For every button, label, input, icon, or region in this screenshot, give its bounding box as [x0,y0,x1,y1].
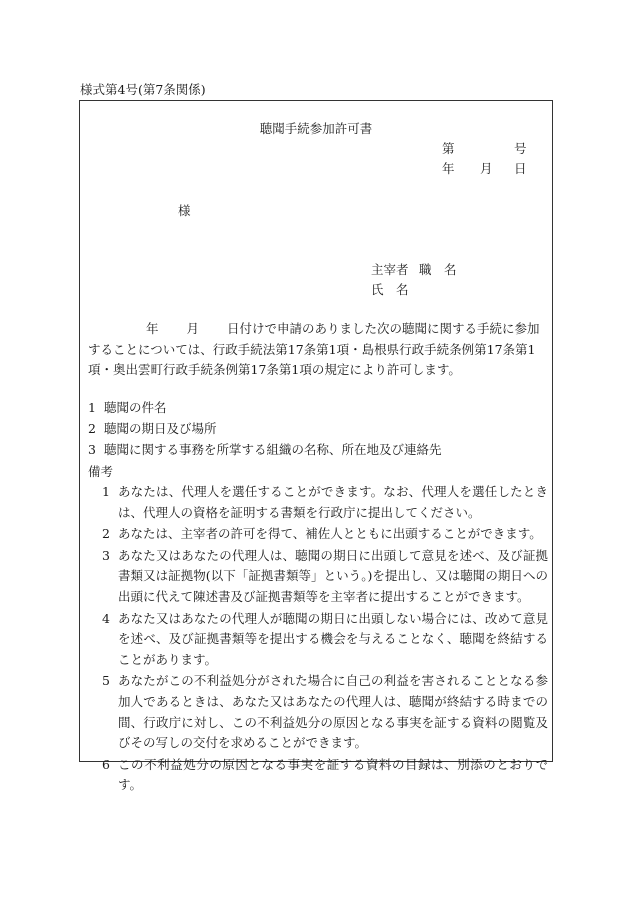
item-number: 2 [88,421,96,436]
note-item [88,609,548,671]
permit-body-paragraph [88,319,546,381]
item-text: 聴聞の期日及び場所 [104,421,217,436]
body-year-label: 年 [146,321,159,336]
presider-name-label: 氏 名 [371,282,409,297]
note-number: 3 [102,547,110,563]
note-item [88,482,548,523]
note-number: 4 [102,610,110,626]
notes-heading: 備考 [88,464,114,479]
list-item [88,439,548,460]
note-text: あなたは、主宰者の許可を得て、補佐人とともに出頭することができます。 [118,526,542,542]
note-text: この不利益処分の原因となる事実を証する資料の目録は、別添のとおりです。 [118,756,548,793]
note-number: 1 [102,484,110,499]
presider-title-label: 職 名 [419,262,457,277]
note-item [88,546,548,608]
date-day-label: 日 [514,161,527,176]
document-title: 聴聞手続参加許可書 [259,121,373,136]
note-text: あなたは、代理人を選任することができます。なお、代理人を選任したときは、代理人の資格を証明する書類を行政庁に提出してください。 [118,484,548,520]
note-item [88,671,548,753]
item-number: 1 [88,400,96,415]
item-text: 聴聞の件名 [104,400,167,415]
form-number-label: 様式第4号(第7条関係) [80,82,206,97]
list-item [88,397,548,418]
body-text: 日付けで申請のありました次の聴聞に関する手続に参加することについては、行政手続法第17条第1項・島根県行政手続条例第17条第1項・奥出雲町行政手続条例第17条第1項の規定により許可します。 [88,321,540,377]
date-year-label: 年 [442,161,455,176]
list-item [88,418,548,439]
permit-document-frame [79,100,553,793]
note-item [88,755,548,796]
number-dai-label: 第 [442,141,455,156]
note-text: あなたがこの不利益処分がされた場合に自己の利益を害されることとなる参加人であるときは、あなた又はあなたの代理人は、聴聞が終結する時までの間、行政庁に対し、この不利益処分の原因となる事実を証する資料の閲覧及びその写しの交付を求めることができます。 [118,673,548,751]
note-number: 6 [102,756,110,772]
note-number: 5 [102,673,110,689]
hearing-items-list [88,397,548,460]
number-go-label: 号 [514,141,527,156]
note-text: あなた又はあなたの代理人は、聴聞の期日に出頭して意見を述べ、及び証拠書類又は証拠物(以下「証拠書類等」という。)を提出し、又は聴聞の期日への出頭に代えて陳述書及び証拠書類等を主宰者に提出することができます。 [118,547,548,604]
note-item [88,524,548,545]
item-number: 3 [88,442,96,457]
note-number: 2 [102,526,110,542]
item-text: 聴聞に関する事務を所掌する組織の名称、所在地及び連絡先 [104,442,442,457]
presider-label: 主宰者 [371,262,409,277]
addressee-suffix: 様 [178,203,191,218]
notes-section [88,462,548,797]
note-text: あなた又はあなたの代理人が聴聞の期日に出頭しない場合には、改めて意見を述べ、及び証拠書類等を提出する機会を与えることなく、聴聞を終結することがあります。 [118,610,548,667]
body-month-label: 月 [186,321,200,336]
date-month-label: 月 [480,161,493,176]
